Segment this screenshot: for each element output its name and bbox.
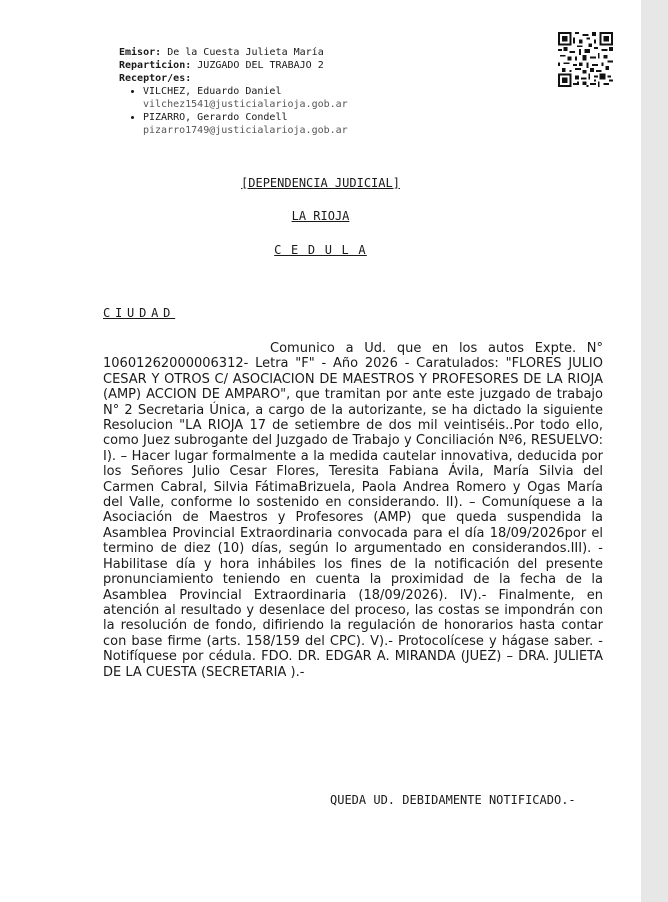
document-header — [119, 46, 348, 137]
lugar-title: LA RIOJA — [291, 209, 350, 223]
reparticion-label: Reparticion: — [119, 60, 192, 71]
receptor-name: • VILCHEZ, Eduardo Daniel — [143, 86, 282, 97]
closing-line: QUEDA UD. DEBIDAMENTE NOTIFICADO.- — [330, 793, 576, 807]
receptor-item — [143, 111, 348, 137]
receptor-item — [143, 85, 348, 111]
emisor-label: Emisor: — [119, 47, 162, 58]
notification-body: Comunico a Ud. que en los autos Expte. N° 10601262000006312- Letra "F" - Año 2026 - Caratulados: "FLORES JULIO CESAR Y OTROS C/ ASOCIACION DE MAESTROS Y PROFESORES DE LA RIOJA (AMP) ACCION DE AMPARO", que tramitan por ante este juzgado de trabajo N° 2 Secretaria Única, a cargo de la autorizante, se ha dictado la siguiente Resolucion "LA RIOJA 17 de setiembre de dos mil veintiséis..Por todo ello, como Juez subrogante del Juzgado de Trabajo y Conciliación Nº6, RESUELVO: I). – Hacer lugar formalmente a la medida cautelar innovativa, deducida por los Señores Julio Cesar Flores, Teresita Fabiana Ávila, María Silvia del Carmen Cabral, Silvia FátimaBrizuela, Paola Andrea Romero y Ogas María del Valle, conforme lo sostenido en considerando. II). – Comuníquese a la Asociación de Maestros y Profesores (AMP) que queda suspendida la Asamblea Provincial Extraordinaria convocada para el día 18/09/2026por el termino de diez (10) días, según lo argumentado en considerandos.III). - Habilitase día y hora inhábiles los fines de la notificación del presente pronunciamiento teniendo en cuenta la proximidad de la fecha de la Asamblea Provincial Extraordinaria (18/09/2026). IV).- Finalmente, en atención al resultado y desenlace del proceso, las costas se impondrán con la resolución de fondo, difiriendo la regulación de honorarios hasta contar con base firme (arts. 158/159 del CPC). V).- Protocolícese y hágase saber. - Notifíquese por cédula. FDO. DR. EDGAR A. MIRANDA (JUEZ) – DRA. JULIETA DE LA CUESTA (SECRETARIA ).- — [103, 341, 603, 680]
receptor-email: vilchez1541@justicialarioja.gob.ar — [143, 99, 348, 110]
receptor-name: • PIZARRO, Gerardo Condell — [143, 112, 288, 123]
dependencia-title: [DEPENDENCIA JUDICIAL] — [241, 176, 400, 190]
cedula-title: C E D U L A — [274, 243, 367, 257]
emisor-value: De la Cuesta Julieta María — [167, 47, 324, 58]
receptor-email: pizarro1749@justicialarioja.gob.ar — [143, 125, 348, 136]
receptores-row — [119, 72, 348, 85]
ciudad-heading: CIUDAD — [103, 306, 176, 320]
reparticion-value: JUZGADO DEL TRABAJO 2 — [197, 60, 324, 71]
receptores-label: Receptor/es: — [119, 73, 192, 84]
emisor-row — [119, 46, 348, 59]
qr-code-icon — [558, 32, 613, 87]
receptores-list — [119, 85, 348, 137]
reparticion-row — [119, 59, 348, 72]
